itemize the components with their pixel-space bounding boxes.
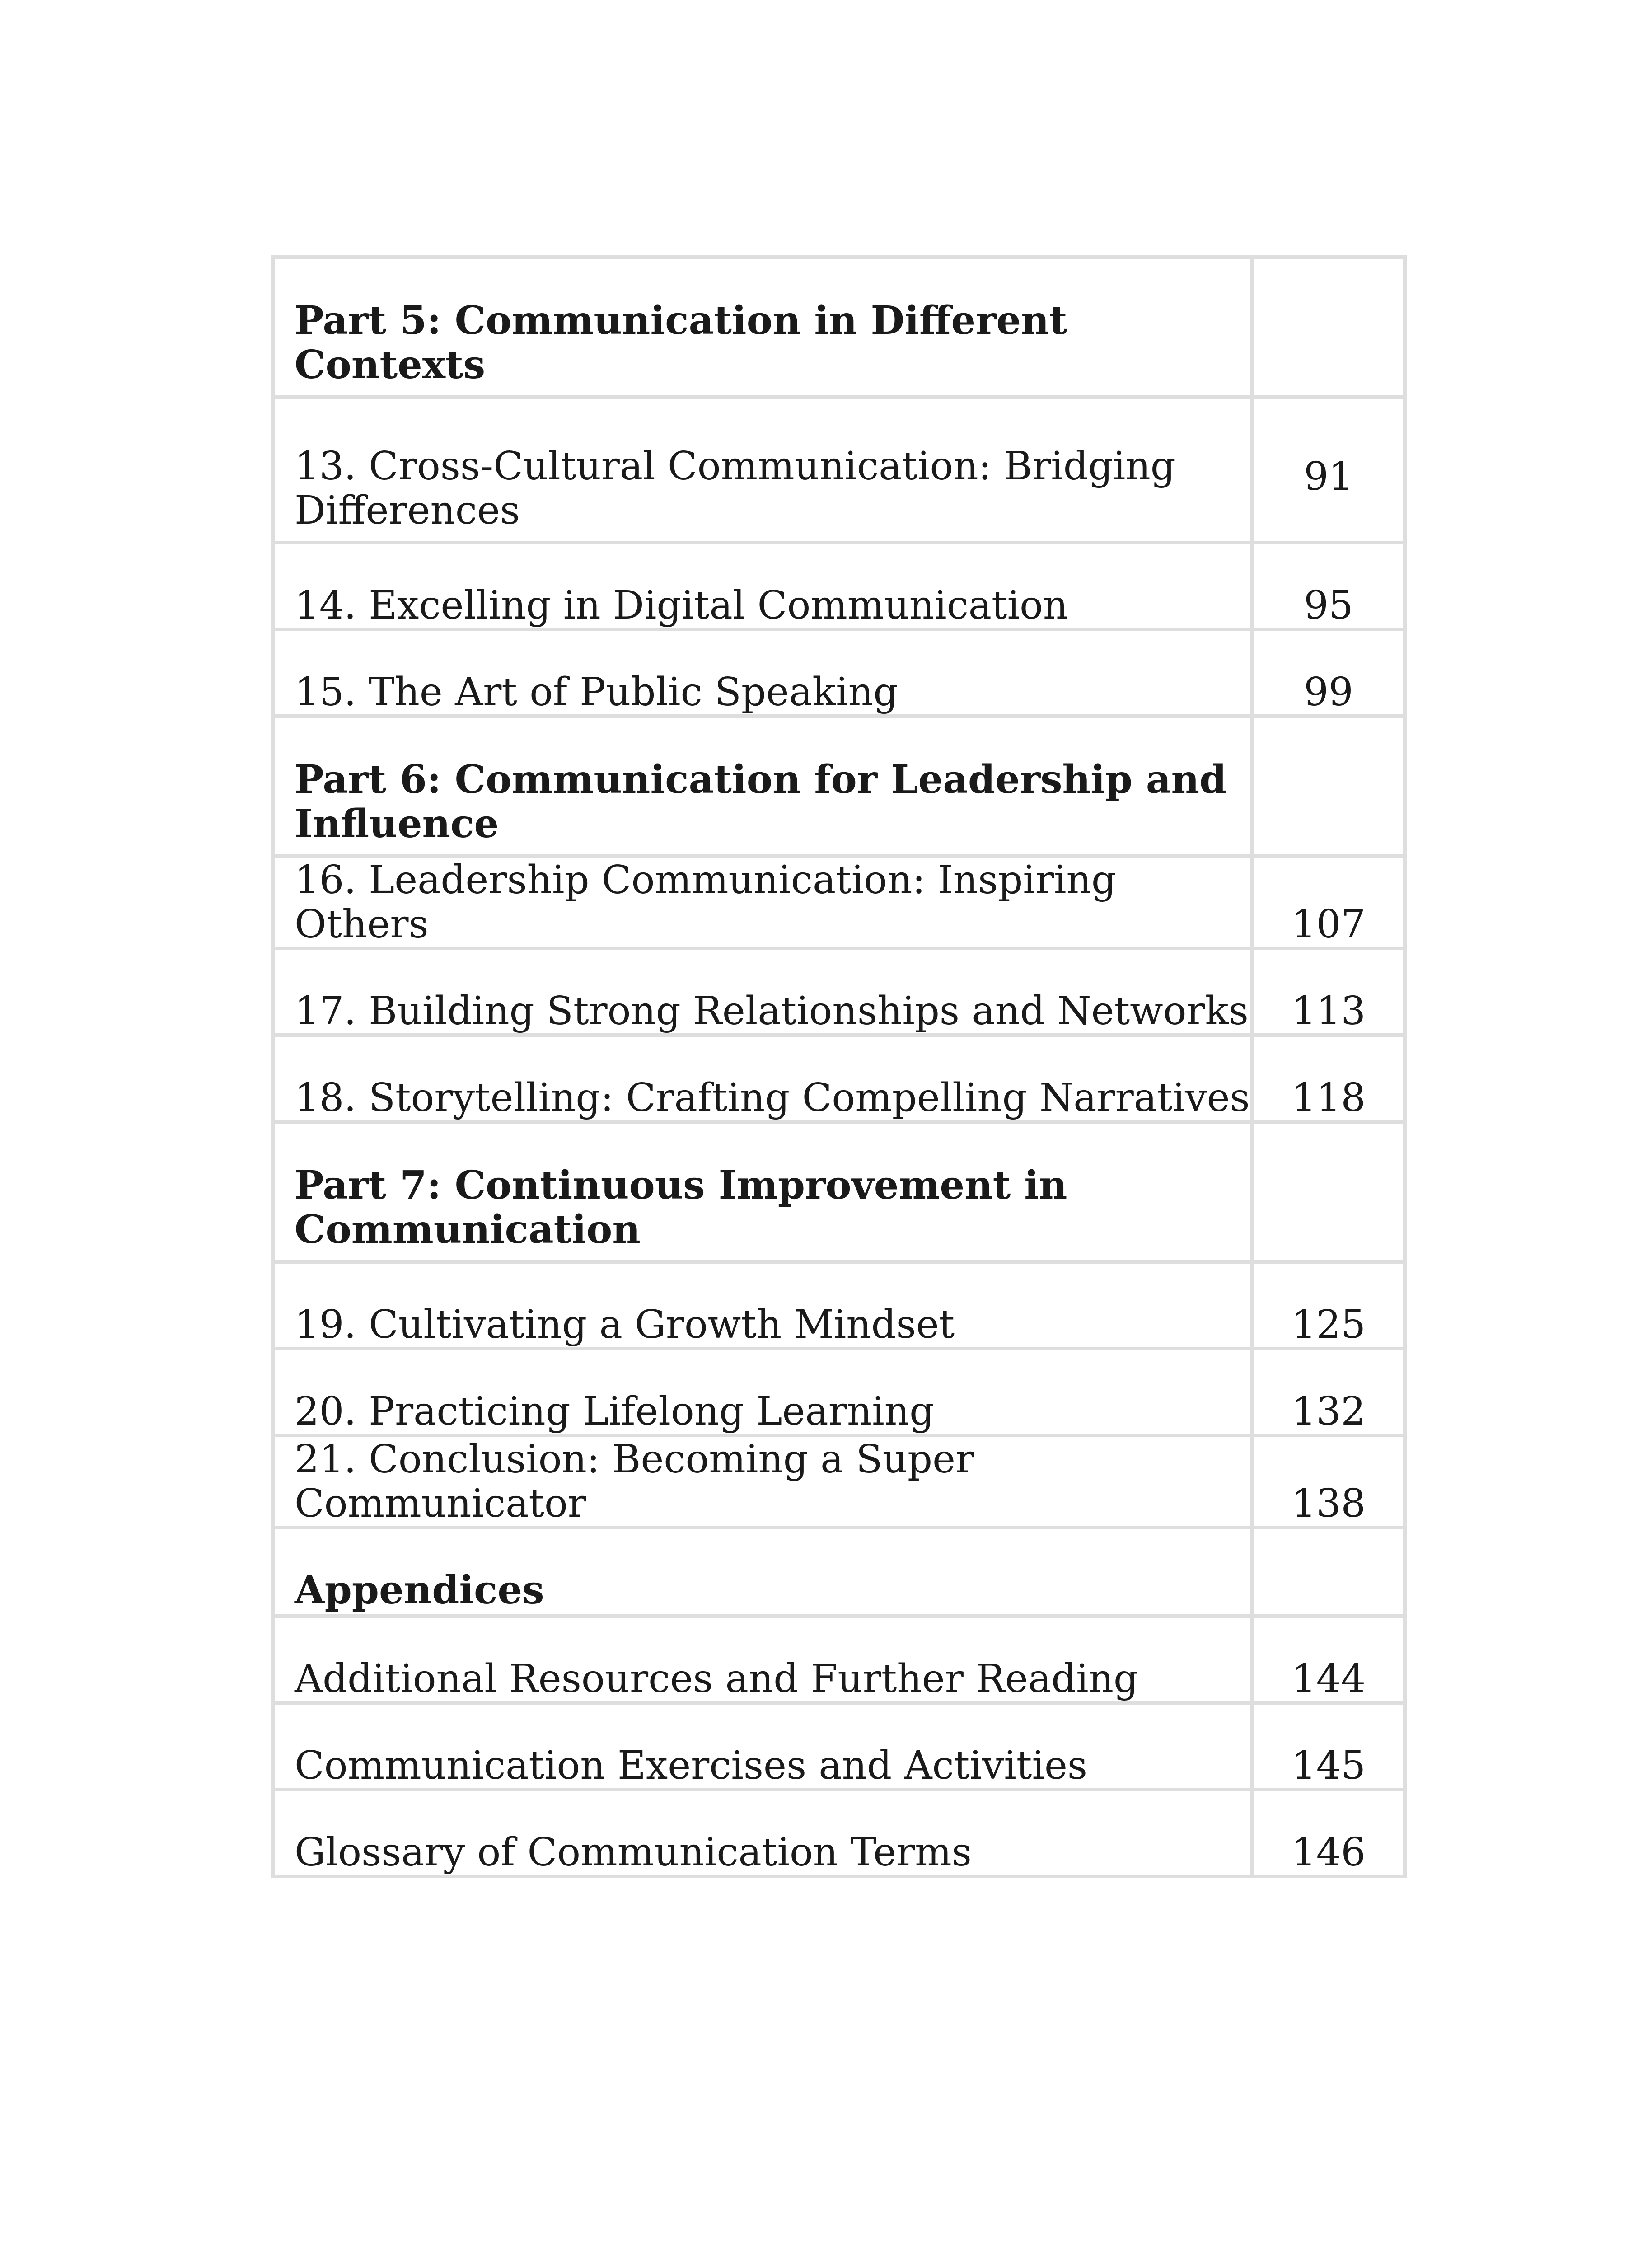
part-heading: Part 5: Communication in Different Contexts xyxy=(273,257,1252,397)
chapter-title: 16. Leadership Communication: Inspiring Others xyxy=(273,856,1252,948)
page-number: 138 xyxy=(1252,1435,1405,1528)
chapter-title: Communication Exercises and Activities xyxy=(273,1703,1252,1790)
page-number: 107 xyxy=(1252,856,1405,948)
toc-entry-row[interactable] xyxy=(273,1435,1405,1528)
page-number: 95 xyxy=(1252,543,1405,629)
toc-entry-row[interactable] xyxy=(273,1035,1405,1122)
toc-part-heading-row xyxy=(273,257,1405,397)
page-number xyxy=(1252,1528,1405,1616)
chapter-title: 15. The Art of Public Speaking xyxy=(273,629,1252,716)
toc-part-heading-row xyxy=(273,1122,1405,1262)
page-number: 146 xyxy=(1252,1790,1405,1876)
page-number xyxy=(1252,257,1405,397)
page-number: 113 xyxy=(1252,948,1405,1035)
chapter-title: Glossary of Communication Terms xyxy=(273,1790,1252,1876)
chapter-title: 14. Excelling in Digital Communication xyxy=(273,543,1252,629)
page-number: 144 xyxy=(1252,1616,1405,1703)
chapter-title: 20. Practicing Lifelong Learning xyxy=(273,1349,1252,1435)
toc-entry-row[interactable] xyxy=(273,948,1405,1035)
chapter-title: Additional Resources and Further Reading xyxy=(273,1616,1252,1703)
toc-entry-row[interactable] xyxy=(273,856,1405,948)
page-number: 145 xyxy=(1252,1703,1405,1790)
part-heading: Part 7: Continuous Improvement in Communication xyxy=(273,1122,1252,1262)
page-number: 125 xyxy=(1252,1262,1405,1349)
chapter-title: 13. Cross-Cultural Communication: Bridging Differences xyxy=(273,397,1252,543)
page-number xyxy=(1252,1122,1405,1262)
toc-entry-row[interactable] xyxy=(273,397,1405,543)
toc-entry-row[interactable] xyxy=(273,1262,1405,1349)
part-heading: Part 6: Communication for Leadership and Influence xyxy=(273,716,1252,856)
chapter-title: 21. Conclusion: Becoming a Super Communicator xyxy=(273,1435,1252,1528)
page-number: 132 xyxy=(1252,1349,1405,1435)
toc-entry-row[interactable] xyxy=(273,1703,1405,1790)
toc-entry-row[interactable] xyxy=(273,1616,1405,1703)
toc-part-heading-row xyxy=(273,1528,1405,1616)
chapter-title: 17. Building Strong Relationships and Networks xyxy=(273,948,1252,1035)
toc-entry-row[interactable] xyxy=(273,629,1405,716)
page-number: 118 xyxy=(1252,1035,1405,1122)
chapter-title: 19. Cultivating a Growth Mindset xyxy=(273,1262,1252,1349)
chapter-title: 18. Storytelling: Crafting Compelling Narratives xyxy=(273,1035,1252,1122)
page-number: 91 xyxy=(1252,397,1405,543)
part-heading: Appendices xyxy=(273,1528,1252,1616)
toc-entry-row[interactable] xyxy=(273,543,1405,629)
toc-entry-row[interactable] xyxy=(273,1790,1405,1876)
page-number: 99 xyxy=(1252,629,1405,716)
toc-part-heading-row xyxy=(273,716,1405,856)
page-number xyxy=(1252,716,1405,856)
table-of-contents xyxy=(271,255,1407,1878)
toc-entry-row[interactable] xyxy=(273,1349,1405,1435)
